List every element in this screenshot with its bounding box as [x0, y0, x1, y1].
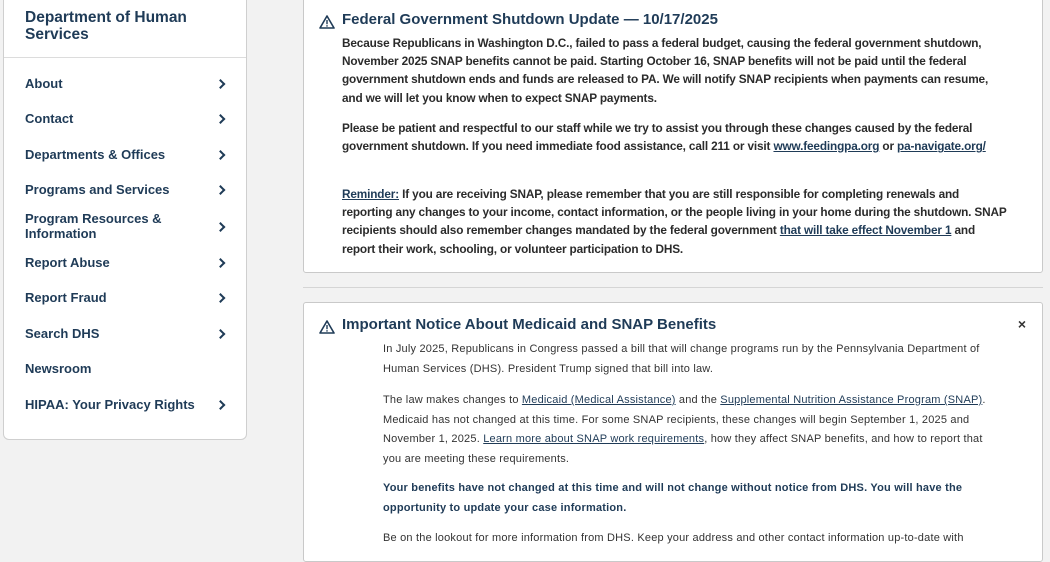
chevron-right-icon	[216, 329, 226, 339]
sidebar-item-label: Search DHS	[25, 325, 100, 341]
sidebar-item-label: About	[25, 75, 63, 91]
sidebar	[3, 0, 247, 440]
reminder-tail: and report their work, schooling, or volunteer participation to DHS.	[342, 223, 976, 256]
sidebar-item-hipaa-your-privacy-rights[interactable]	[4, 387, 246, 423]
chevron-right-icon	[216, 185, 226, 195]
sidebar-item-newsroom[interactable]	[4, 352, 246, 388]
shutdown-paragraph: Because Republicans in Washington D.C., failed to pass a federal budget, causing the federal government shutdown, November 2025 SNAP benefits cannot be paid. Starting October 16, SNAP benefits will not be paid until the federal government shutdown ends and funds are released to PA. We will notify SNAP recipients when payments can resume, and we will let you know when to expect SNAP payments.	[342, 36, 989, 105]
sidebar-item-search-dhs[interactable]	[4, 316, 246, 352]
law-paragraph: In July 2025, Republicans in Congress passed a bill that will change programs run by the Pennsylvania Department of Human Services (DHS). President Trump signed that bill into law.	[383, 343, 980, 375]
chevron-right-icon	[216, 114, 226, 124]
sidebar-item-departments-offices[interactable]	[4, 137, 246, 173]
sidebar-item-label: Report Abuse	[25, 254, 110, 270]
patience-paragraph	[342, 119, 1007, 155]
warning-icon	[319, 15, 335, 29]
medicaid-snap-notice	[303, 302, 1043, 562]
sidebar-item-label: Program Resources & Information	[25, 211, 162, 241]
sidebar-item-label: Departments & Offices	[25, 146, 166, 162]
lookout-paragraph: Be on the lookout for more information from DHS. Keep your address and other contact information up-to-date with	[383, 532, 964, 544]
medicaid-link[interactable]: Medicaid (Medical Assistance)	[521, 394, 676, 406]
snap-program-link[interactable]: Supplemental Nutrition Assistance Program (SNAP)	[720, 394, 983, 406]
changes-text-d: , how they affect SNAP benefits, and how to report that you are meeting these requirements.	[383, 433, 983, 465]
shutdown-notice	[303, 0, 1043, 273]
reminder-label: Reminder:	[342, 187, 399, 201]
warning-icon	[319, 320, 335, 334]
changes-paragraph	[383, 391, 993, 469]
changes-text-b: and the	[675, 394, 721, 406]
or-text: or	[879, 139, 898, 154]
chevron-right-icon	[216, 400, 226, 410]
pa-navigate-link[interactable]: pa-navigate.org/	[897, 139, 986, 154]
patience-text: Please be patient and respectful to our staff while we try to assist you through these changes caused by the federal government shutdown. If you need immediate food assistance, call 211 or visit	[342, 121, 973, 154]
sidebar-title[interactable]: Department of Human Services	[4, 0, 246, 58]
chevron-right-icon	[216, 293, 226, 303]
sidebar-item-label: Newsroom	[25, 361, 92, 376]
sidebar-item-label: Report Fraud	[25, 290, 107, 305]
sidebar-nav	[4, 58, 246, 423]
close-notice-button[interactable]: ×	[1017, 316, 1026, 332]
sidebar-item-program-resources-information[interactable]	[4, 208, 246, 245]
feedingpa-link[interactable]: www.feedingpa.org	[773, 139, 880, 154]
chevron-right-icon	[216, 150, 226, 160]
notice-title: Federal Government Shutdown Update — 10/17/2025	[342, 11, 718, 28]
sidebar-item-contact[interactable]	[4, 102, 246, 138]
chevron-right-icon	[216, 258, 226, 268]
changes-text-a: The law makes changes to	[383, 394, 522, 406]
sidebar-item-report-abuse[interactable]	[4, 245, 246, 281]
divider	[303, 287, 1043, 288]
sidebar-item-label: Programs and Services	[25, 182, 170, 197]
sidebar-item-programs-and-services[interactable]	[4, 173, 246, 209]
changes-text-c: . Medicaid has not changed at this time. For some SNAP recipients, these changes will begin September 1, 2025 and November 1, 2025.	[383, 394, 986, 445]
work-requirements-link[interactable]: Learn more about SNAP work requirements	[483, 433, 705, 445]
chevron-right-icon	[216, 79, 226, 89]
sidebar-item-report-fraud[interactable]	[4, 281, 246, 317]
reminder-text: If you are receiving SNAP, please remember that you are still responsible for completing renewals and reporting any changes to your income, contact information, or the people living in your home during the shutdown. SNAP recipients should also remember changes mandated by the federal government	[342, 187, 1007, 238]
notice-title: Important Notice About Medicaid and SNAP Benefits	[342, 316, 717, 333]
sidebar-item-about[interactable]	[4, 66, 246, 102]
sidebar-item-label: HIPAA: Your Privacy Rights	[25, 396, 195, 412]
benefits-unchanged-paragraph: Your benefits have not changed at this time and will not change without notice from DHS. You will have the opportunity to update your case information.	[383, 482, 963, 514]
reminder-paragraph	[342, 185, 1007, 258]
effective-nov1-link[interactable]: that will take effect November 1	[779, 223, 952, 238]
sidebar-item-label: Contact	[25, 111, 74, 126]
